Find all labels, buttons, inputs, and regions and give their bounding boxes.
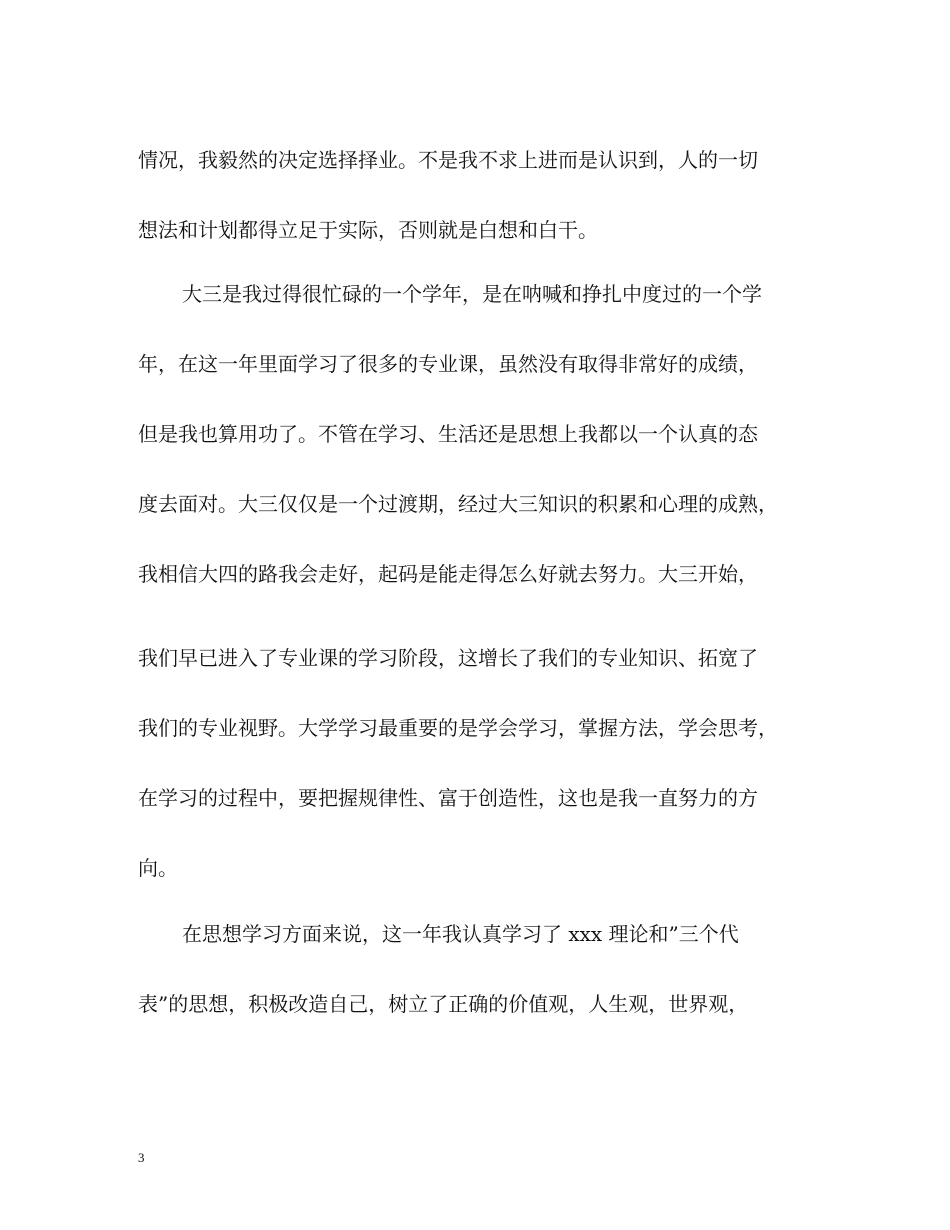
text-line: 我相信大四的路我会走好，起码是能走得怎么好就去努力。大三开始， (138, 562, 758, 586)
text-line: 在学习的过程中，要把握规律性、富于创造性，这也是我一直努力的方 (138, 786, 758, 810)
text-line: 向。 (138, 856, 178, 880)
text-line: 年，在这一年里面学习了很多的专业课，虽然没有取得非常好的成绩， (138, 352, 758, 376)
paragraph-first-line: 在思想学习方面来说，这一年我认真学习了 xxx 理论和”三个代 (182, 922, 739, 946)
text-line: 度去面对。大三仅仅是一个过渡期，经过大三知识的积累和心理的成熟， (138, 492, 778, 516)
text-line: 我们早已进入了专业课的学习阶段，这增长了我们的专业知识、拓宽了 (138, 646, 758, 670)
paragraph-first-line: 大三是我过得很忙碌的一个学年，是在呐喊和挣扎中度过的一个学 (182, 282, 762, 306)
text-line: 但是我也算用功了。不管在学习、生活还是思想上我都以一个认真的态 (138, 422, 758, 446)
text-line: 想法和计划都得立足于实际，否则就是白想和白干。 (138, 218, 598, 242)
page-number: 3 (138, 1150, 145, 1165)
text-line: 表”的思想，积极改造自己，树立了正确的价值观，人生观，世界观， (138, 992, 749, 1016)
text-line: 情况，我毅然的决定选择择业。不是我不求上进而是认识到，人的一切 (138, 148, 758, 172)
text-line: 我们的专业视野。大学学习最重要的是学会学习，掌握方法，学会思考， (138, 716, 778, 740)
